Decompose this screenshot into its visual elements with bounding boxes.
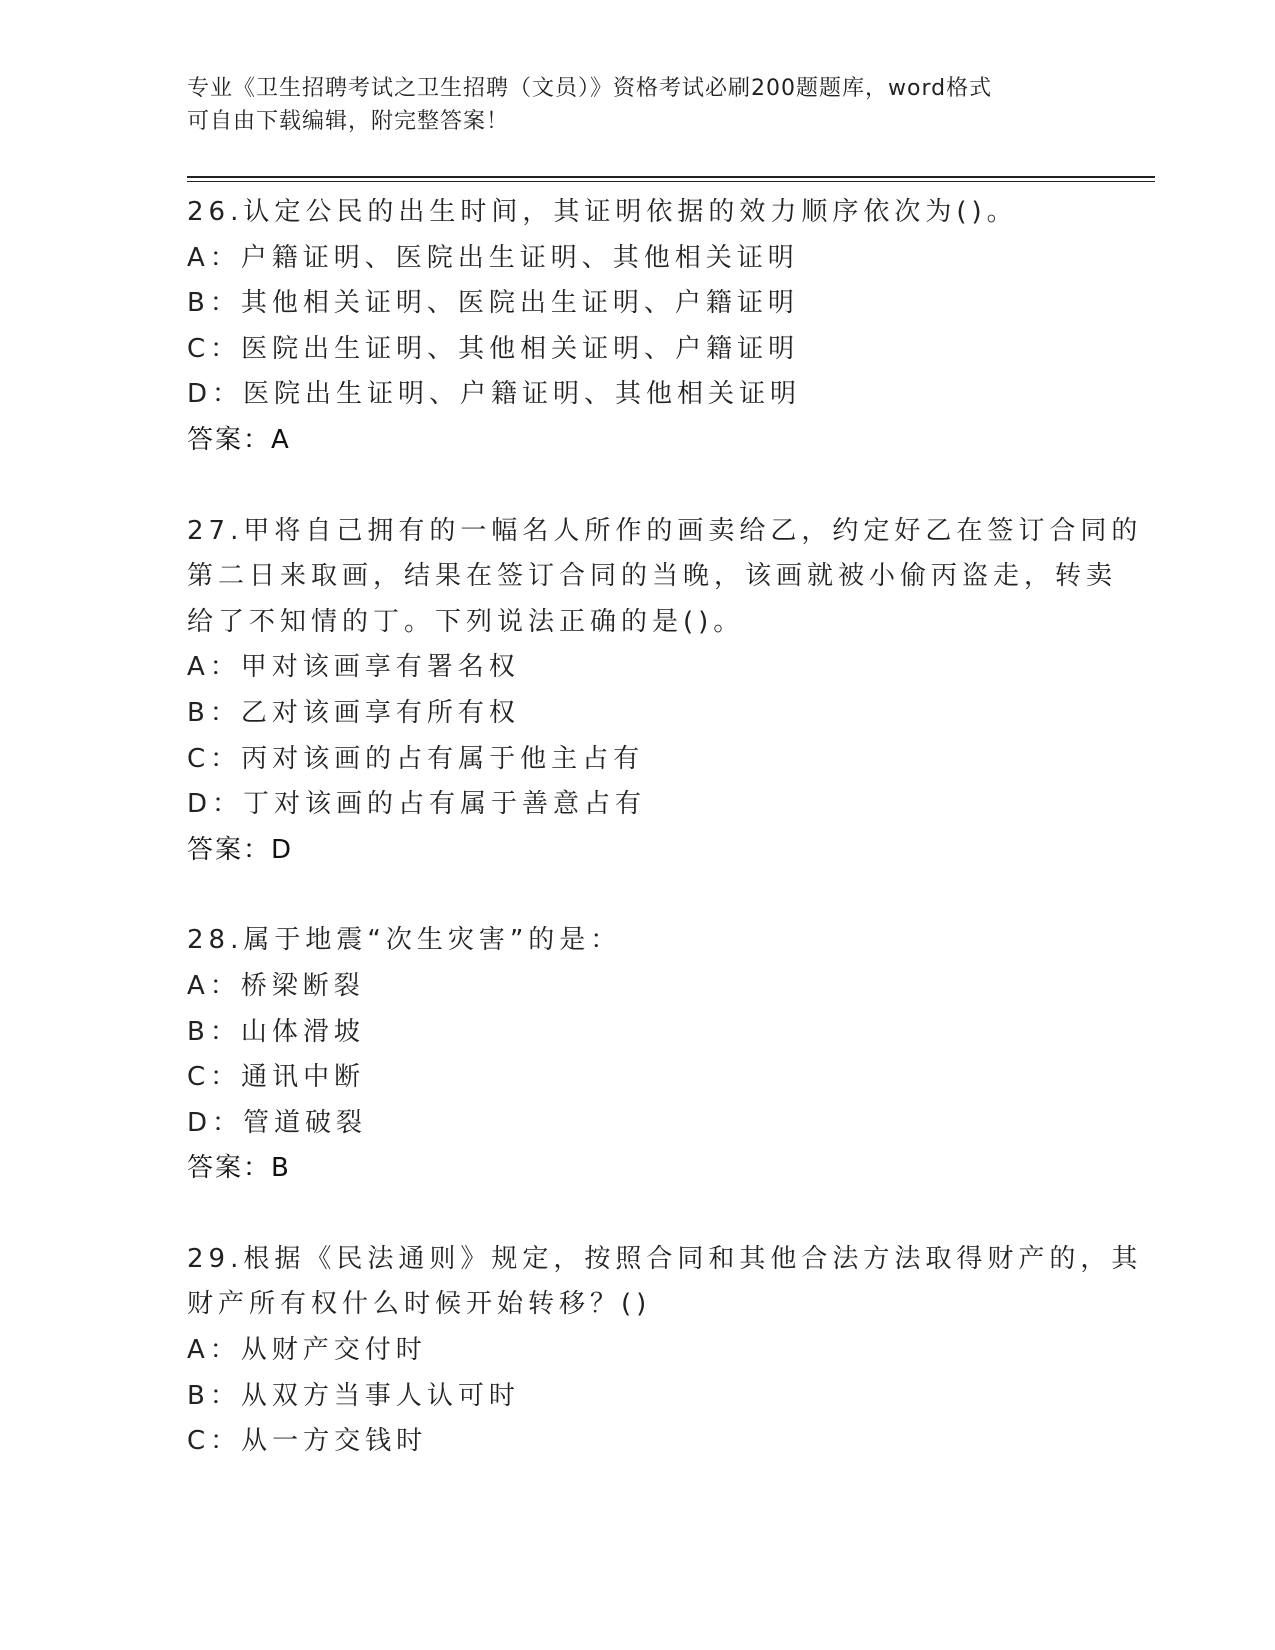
document-header — [187, 72, 1067, 138]
option-d: D：医院出生证明、户籍证明、其他相关证明 — [187, 379, 802, 410]
question-spacer — [187, 1192, 1087, 1237]
option-a: A：桥梁断裂 — [187, 970, 365, 1001]
option-c: C：医院出生证明、其他相关证明、户籍证明 — [187, 333, 800, 364]
option-d: D：管道破裂 — [187, 1107, 368, 1138]
option-b: B：山体滑坡 — [187, 1016, 365, 1047]
question-text: 26.认定公民的出生时间，其证明依据的效力顺序依次为()。 — [187, 197, 1018, 227]
option-c: C：从一方交钱时 — [187, 1426, 428, 1457]
option-a: A：从财产交付时 — [187, 1335, 427, 1366]
header-divider-thin — [187, 181, 1155, 182]
option-d: D：丁对该画的占有属于善意占有 — [187, 789, 647, 820]
option-b: B：其他相关证明、医院出生证明、户籍证明 — [187, 288, 799, 319]
option-a: A：户籍证明、医院出生证明、其他相关证明 — [187, 242, 799, 273]
option-c: C：丙对该画的占有属于他主占有 — [187, 743, 645, 774]
question-text: 29.根据《民法通则》规定，按照合同和其他合法方法取得财产的，其 — [187, 1243, 1143, 1274]
question-26 — [187, 190, 1087, 464]
answer-line: 答案：D — [187, 834, 294, 865]
question-spacer — [187, 873, 1087, 918]
option-b: B：从双方当事人认可时 — [187, 1380, 520, 1411]
question-28 — [187, 918, 1087, 1192]
question-text: 28.属于地震“次生灾害”的是： — [187, 925, 622, 956]
question-text: 财产所有权什么时候开始转移？() — [187, 1289, 652, 1320]
option-b: B：乙对该画享有所有权 — [187, 697, 520, 728]
question-27 — [187, 509, 1143, 874]
answer-line: 答案：A — [187, 424, 291, 455]
option-c: C：通讯中断 — [187, 1062, 366, 1093]
question-spacer — [187, 464, 1087, 509]
option-a: A：甲对该画享有署名权 — [187, 652, 520, 683]
question-text: 27.甲将自己拥有的一幅名人所作的画卖给乙，约定好乙在签订合同的 — [187, 515, 1143, 546]
question-text: 给了不知情的丁。下列说法正确的是()。 — [187, 606, 745, 637]
header-line-1: 专业《卫生招聘考试之卫生招聘（文员）》资格考试必刷200题题库，word格式 — [187, 76, 993, 101]
header-divider-thick — [187, 176, 1155, 178]
header-line-2: 可自由下载编辑，附完整答案！ — [187, 109, 510, 134]
question-list — [187, 190, 1143, 1465]
question-29 — [187, 1237, 1143, 1465]
answer-line: 答案：B — [187, 1153, 291, 1184]
question-text: 第二日来取画，结果在签订合同的当晚，该画就被小偷丙盗走，转卖 — [187, 561, 1118, 592]
